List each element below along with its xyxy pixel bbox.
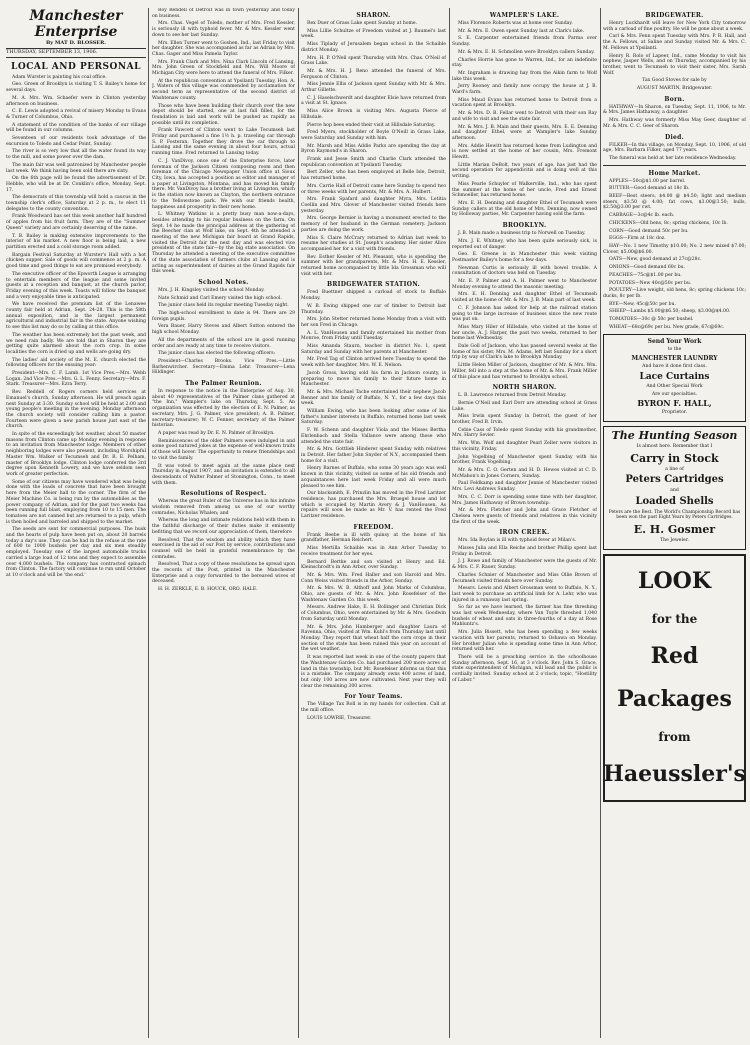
news-item: Miss Jennie Ellis of Jackson spent Sunday with Mr. & Mrs. Arthur Gillette. <box>301 82 446 94</box>
news-item: The river is so very low that all the water found its way to the mill, and some power over the dam. <box>6 149 146 161</box>
market-price: POTATOES—New 40c@50c per bu. <box>609 280 692 286</box>
market-price: ONIONS—Good demand 60c bu. <box>609 265 686 271</box>
news-item: Mrs. Frank Spafard and daughter Myra, Mrs. Letitia Coellin and Mrs. Glover of Manchester visited friends here yesterday. <box>301 197 446 214</box>
news-item: Fred Myers, stockholder of Boyle O'Neill in Grass Lake, were Saturday and Sunday with him. <box>301 130 446 141</box>
news-item: Little Helen Miller of Jackson, daughter of Mr. & Mrs. Wm. Miller, fell into a step at the home of Mr. & Mrs. Frank Miller of this place and has returned to Brooklyn school. <box>452 363 597 380</box>
column-rule <box>148 8 149 1038</box>
news-item: W. B. Ewing shipped one car of timber to Detroit last Thursday. <box>301 303 446 315</box>
look-w3: Red <box>650 643 699 670</box>
market-price: BUTTER—Good demand at 18c lb. <box>609 186 690 192</box>
school-notes-heading: School Notes. <box>198 278 249 286</box>
news-item: Some of our citizens may have wondered what was being done with the loads of concrete that have been brought here from the Meier hall to the corner. The firm of the Meier Machine Co. is being run by the automobiles as the power company of Adrian, and for the past two weeks has been running full blast, employing from 10 to 15 men. The tomatoes are not canned but are returned to a pulp, which is then boiled and barreled and shipped to the market. <box>6 479 146 525</box>
news-item: Miss Amanda Staurn, teacher in district No. 1, spent Saturday and Sunday with her parents at Manchester. <box>301 344 446 355</box>
news-item: Mr. & Mrs. C. O. Gerten and H. D. Hewes visited at C. D. McMahon's in Jones Corners, Sunday. <box>452 468 597 479</box>
north-sharon-news <box>452 393 597 525</box>
news-item: M. A. Mrs. Wm. Schaefer were in Clinton yesterday afternoon on business. <box>6 95 146 107</box>
wamplers-lake-news <box>452 21 597 218</box>
laundry-line5: Lace Curtains <box>639 371 710 382</box>
news-item: Mr. & Mrs. J. B. Main and their guests, Mrs. E. E. Denning and daughter Ethel, were at Wampler's lake Sunday afternoon. <box>452 124 597 141</box>
news-item: Mr. & Mrs. Fletcher and John and Grace Fletcher of Chelsea were guests of friends and relatives in this vicinity the first of the week. <box>452 508 597 525</box>
resolutions <box>152 499 295 593</box>
news-item: Bargain Festival Saturday at Wurster's Hall with a hot chicken supper. Sale of goods will commence at 2 p. m. A good time and good things to eat are promised everybody. <box>6 252 146 270</box>
look-w2: for the <box>651 611 698 626</box>
birth-notice: Mrs. Hathway was formerly Miss May Geer, daughter of Mr. & Mrs. C. C. Geer of Sharon. <box>603 118 746 129</box>
news-item: Mrs. Wm. Wolf and daughter Pearl Zeller were visitors in this vicinity, Friday. <box>452 441 597 452</box>
resolution-paragraph: Resolved, That a copy of these resolutions be spread upon the records of the Post, printed in the Manchester Enterprise and a copy forwarded to the bereaved wives of deceased. <box>152 562 295 585</box>
news-item: William Ewing, who has been looking after some of his father's lumber interests in Buffalo, returned home last week Saturday. <box>301 409 446 426</box>
news-item: Mr. & Mrs. W. B. Althoff and John Marks of Columbus, Ohio, are guests of Mr. & Mrs. John Rosefelser of the Washtenaw Garden Co. this week. <box>301 586 446 603</box>
news-item: F. W. Schenn and daughter Viola and the Misses Bertha Ehrlenbach and Stella Vallance were among those who attended the state fair. <box>301 428 446 445</box>
home-market <box>603 179 746 331</box>
school-note: Mrs. J. H. Kingsley visited the school Monday. <box>158 287 265 293</box>
look-w6: Haeussler's <box>603 761 746 788</box>
market-price: HAY—No. 1 new Timothy $10.00; No. 2 new mixed $7.00; Clover, $5.00@$6.00. <box>603 243 746 255</box>
palmer-heading: The Palmer Reunion. <box>185 380 262 388</box>
news-item: Miss Florence Roberts was at home over Sunday. <box>458 21 573 26</box>
news-item: Miss Lillie Schultze of Freedom visited at J. Baumel's last week. <box>301 28 446 40</box>
news-item: J. B. Main made a business trip to Norwell on Tuesday. <box>458 231 586 237</box>
news-item: Charles Horrie has gone to Warren, Ind., for an indefinite stay. <box>452 57 597 69</box>
notice-line: The Village Tax Roll is in my hands for collection. Call at the mill office. <box>301 702 446 714</box>
hunting-l1: Is almost here. Remember that I <box>636 443 713 449</box>
look-w4: Packages <box>617 685 732 712</box>
news-item: Mr. & Mrs. Wm. Fred Haller and son Harold and Mrs. Conn Weiss visited friends in the Arbor, Sunday. <box>301 572 446 584</box>
stoves-note: Tax Good Stoves for sale by <box>642 78 707 84</box>
hunting-ad <box>603 426 746 550</box>
laundry-line7: Are our specialties. <box>651 391 698 397</box>
news-item: Miss Irwin spent Sunday in Detroit, the guest of her brother, Fred B. Irvin. <box>452 414 597 426</box>
news-item: Miss Mertilla Schaible was in Ann Arbor Tuesday to receive treatment for her eyes. <box>301 546 446 557</box>
news-item: In spite of the exceedingly hot weather, about 50 master masons from Clinton came up Monday evening in response to an invitation from Manchester lodge. Members of other neighboring lodges were also present, including Worshipful Master Wm. Walker of Tecumseh and Dr. R. E. Pelham, master of Brooklyn lodge. Clinton lodge conferred the 3rd degree upon Kenneth Lowery, and we have seldom seen work of greater perfection. <box>6 432 146 477</box>
news-item: The seeds are sent for commercial purposes. The husk and the hearts of pulp have been put on, about 20 barrels today a day's use. They can be had in the refuse at the rate of 600 to 1000 bushels per day and six men steadily employed. Tuesday one of the largest automobile trucks carried a large load of 12 tons and they expect to assemble over 4,000 bushels. The company has contracted spinach from Clinton. The factory will continue to run until October at 10 o'clock and will be 'the end.' <box>6 527 146 578</box>
market-price: POULTRY—Live weight, old hens, 8c; spring chickens 10c; ducks, 8c per lb. <box>603 288 746 299</box>
news-item: Rev. Reddell of Rogers corners held services at Emanuel's church, Sunday afternoon. He will preach again next Sunday at 3:30. Sunday school will be held at 2:00 and young people's meeting in the evening. Monday afternoon the church society will consider calling him a pastor. Fourteen were given a new parish house just east of the church. <box>6 390 146 430</box>
news-item: L. B. Lawrence returned from Detroit Monday. <box>458 393 567 399</box>
news-item: Mrs. J. E. Whitney, who has been quite seriously sick, is reported out of danger. <box>452 238 597 250</box>
bridgewater-news <box>603 21 746 76</box>
masthead-title: Manchester Enterprise <box>29 8 123 40</box>
news-item: Mr. & Mrs. John Hamberger and daughter Laura of Ravenna, Ohio, visited at Wm. Kuhl's from Thursday last until Monday. They report that wheat half the corn crops in their section of the state has been ruined this year on account of the wet weather. <box>301 624 446 653</box>
brooklyn-news <box>452 231 597 380</box>
market-price: OATS—New, good demand at 27c@28c. <box>609 257 702 263</box>
news-item: C. J. Haselschwerdt and daughter Elsie have returned from a visit at St. Ignace. <box>301 95 446 107</box>
news-item: John Vogelbing of Manchester spent Sunday with his brother, Frank Vogelbing. <box>452 454 597 466</box>
market-price: SHEEP—Lambs $5.00@$6.50; sheep, $3.00@$4.00. <box>609 309 731 315</box>
news-item: Mrs. John Stetter returned home Monday from a visit with her son Fred in Chicago. <box>301 317 446 328</box>
news-item: Our blacksmith, E. Prinzlin has moved in the Fred Laritzer residence, has purchased the Mrs. Bruegel house and lot which is occupied by Martin Avery & J. VanHousen. As repairs will soon be made as Mr. V. has rented the Fred Laritzer residence. <box>301 491 446 520</box>
news-item: Henry Luckhardt will leave for New York City tomorrow with a carload of fine poultry. He will be gone about a week. <box>603 21 746 32</box>
school-notes <box>152 288 295 376</box>
masthead-date: THURSDAY, SEPTEMBER 13, 1906. <box>6 49 98 55</box>
school-note: President—Charles Brooks. Vice Pres.—Little Barhenwircher. Secretary—Emma Lehr. Treasurer—Lena Hildinger. <box>152 358 295 376</box>
hunting-l9: The Jeweler. <box>660 537 689 543</box>
laundry-line2: to the <box>667 347 682 353</box>
market-price: EGGS—Firm at 18c doz. <box>609 236 666 242</box>
laundry-line9: Proprietor. <box>661 410 688 416</box>
laundry-line1: Send Your Work <box>647 338 702 346</box>
personal-items <box>152 8 295 275</box>
market-price: PEACHES—75c@$1.00 per bu. <box>609 272 682 278</box>
news-item: Mr. E. P. Palmer and A. H. Palmer went to Manchester Monday evening to attend the masonic meeting. <box>452 279 597 290</box>
news-item: Newman Curtis is seriously ill with bowel trouble. A consultation of doctors was held on Tuesday. <box>452 265 597 277</box>
market-price: CHICKENS—Old hens, 8c; spring chickens, 10c lb. <box>609 220 728 226</box>
news-item: The democrats of this township will hold a caucus in the township clerk's office, Saturday at 2 p. m., to elect 11 delegates to the county convention. <box>6 195 146 212</box>
news-item: At the republican convention at Ypsilanti Tuesday, Hon. A. J. Waters of this village was commended by acclamation for second term as representative of the second district of Washtenaw county. <box>152 78 295 101</box>
died-notices <box>603 143 746 162</box>
column-rule <box>600 8 601 1038</box>
market-price: BEEF—Best steers, $4.00 @ $4.50; light and medium steers, $3.50 @ 4.00; fat cows, $3.00@3.50; bulls, $2.50@3.00 per cwt. <box>603 194 746 211</box>
news-item: Bert Zeller, who has been employed at Belle Isle, Detroit, has returned home. <box>301 170 446 182</box>
look-w5: from <box>658 729 691 744</box>
news-item: It was reported last week in one of the county papers that the Washtenaw Garden Co. had purchased 200 more acres of land in this township, but Mr. Rosefelser informs us that this is a mistake. The company already owns 400 acres of land, but only 100 acres are now cultivated. Next year they will clear the remaining 300 acres. <box>301 655 446 689</box>
school-note: The high-school enrollment to date is 94. There are 29 foreign pupils. <box>152 311 295 322</box>
news-item: Mrs. Carrie Hall of Detroit came here Sunday to spend two or three weeks with her parents, Mr. & Mrs. A. Hulbert. <box>301 183 446 195</box>
sharon-news <box>301 21 446 277</box>
news-item: Henry R. Rolo of Lapeer, Ind., came Monday to visit his nephew, Jasper Wells, and on Thursday, accompanied by his brother, went to Tecumseh to visit their sister, Mrs. Sarah Wolf. <box>603 53 746 76</box>
news-item: Pierce hop bees ended their visit at Hillsdale Saturday. <box>307 122 436 128</box>
news-item: There will be a preaching service in the schoolhouse Sunday afternoon, Sept. 16, at 3 o'clock. Rev. John S. Grace, state superintendent of Michigan, will lead and the public is cordially invited. Sunday school at 2 o'clock; topic, "Hostility of Labor." <box>452 654 597 683</box>
news-item: Mr. Ingraham is drawing hay from the Aikin farm to Wolf lake this week. <box>452 70 597 82</box>
palmer-reunion <box>152 389 295 486</box>
market-price: RYE—New, 45c@50c per bu. <box>609 301 676 307</box>
market-price: CABBAGE—3c@4c lb. each. <box>609 213 675 219</box>
news-item: Mr. & Mrs. Gottlieb Hinderer spent Sunday with relatives in Detroit. Her father John Snyder of N.Y., accompanied them home for a visit. <box>301 447 446 464</box>
resolution-paragraph: Whereas the long and intimate relations held with them in the faithful discharge of their duties make it eminently befitting that we record our appreciation of them, therefore <box>152 518 295 535</box>
school-note: All the departments of the school are in good running order and are ready at any time to receive visitors. <box>152 337 295 349</box>
iron-creek-heading: IRON CREEK. <box>499 529 550 537</box>
news-item: Miss Maud Evans has returned home to Detroit from a vacation spent at Brooklyn. <box>452 97 597 109</box>
news-item: Frank and Jesse Smith and Charlie Clark attended the republican convention at Ypsilanti Tuesday. <box>301 157 446 168</box>
news-item: Miss Mary Hiler of Hillsdale, who visited at the home of her uncle, A. J. Harper, the past two weeks, returned to her home last Wednesday. <box>452 324 597 342</box>
masthead-publisher: By MAT D. BLOSSER. <box>45 40 107 46</box>
tax-notice <box>301 702 446 721</box>
news-item: A statement of the condition of the banks of our village will be found in our columns. <box>6 122 146 134</box>
news-item: Frank Fawcett of Clinton went to Lake Tecumseh last Friday and purchased a fine 1½ h. p. traveling car through S. P. Fosteran. Together they drove the car through to Lansing and the same evening in about four hours, actual running time. Fred returned to Lansing today. <box>152 128 295 157</box>
news-item: Messrs. Andrew Hake, E. H. Bollinger and Christian Dick of Columbus, Ohio, were entertained by Mr. & Mrs. Goodwin from Saturday until Monday. <box>301 605 446 622</box>
look-w1: LOOK <box>638 567 711 594</box>
birth-notice: HATHWAY—In Sharon, on Tuesday, Sept. 11, 1906, to Mr. & Mrs. James Hathaway, a daughter. <box>603 104 746 116</box>
hunting-l2: Carry in Stock <box>630 451 719 465</box>
born-heading: Born. <box>664 95 685 103</box>
look-ad <box>603 554 746 802</box>
market-heading: Home Market. <box>648 169 701 177</box>
hunting-l3: a line of <box>665 466 684 472</box>
news-item: Mr. & Mrs. H. J. Reno attended the funeral of Mrs. Ferguson of Clinton. <box>301 68 446 80</box>
market-price: TOMATOES—30c @ 50c per bushel. <box>609 317 694 323</box>
teams-heading: For Your Teams. <box>344 693 403 701</box>
news-item: Mr. Marsh and Miss Addie Parks are spending the day at Byron Raymond's in Sharon. <box>301 143 446 155</box>
news-item: Mr. & Mrs. D. B. Fellar went to Detroit with their son Ray and wife to visit and see the state fair. <box>452 111 597 122</box>
news-item: Fred Buettner shipped a carload of stock to Buffalo Monday. <box>301 290 446 302</box>
news-item: Miss Pearle Schuyler of Walkerville, Ind., who has spent the summer at the home of her uncle, Fred and Ernest Schmoeller, has returned home. <box>452 181 597 199</box>
freedom-heading: FREEDOM. <box>353 523 394 531</box>
column-2 <box>152 8 295 1038</box>
news-item: Mr. & Mrs. E. Owen spent Sunday last at Clark's lake. <box>458 28 585 34</box>
resolution-paragraph: Resolved, That the wisdom and ability which they have exercised in the aid of our Post by service, contributions and counsel will be held in grateful remembrance by the comrades. <box>152 537 295 560</box>
news-item: J. J. Rowe and family of Manchester were the guests of Mr. & Mrs. C. F. Rauer, Sunday. <box>452 559 597 571</box>
masthead-date-bar <box>6 48 146 58</box>
news-item: Frank Woodward has set this week another half hundred of apples from his fruit farm. They are of the "Summer Queen" variety and are certainly deserving of the name. <box>6 214 146 231</box>
news-item: Miss Tiplady of Jerusalem began school in the Schaible district Monday. <box>301 42 446 53</box>
news-item: Dale Goll of Jackson, who has passed several weeks at the home of his sister, Mrs. M. Adams, left last Sunday for a short trip by way of Clark's lake to Brooklyn Monday. <box>452 344 597 361</box>
column-1 <box>6 8 146 1038</box>
notice-line: LOUIS LOWRIE, Treasurer. <box>307 715 372 721</box>
news-item: Mrs. E. H. Denning and daughter Ethel of Tecumseh visited at the home of Mr. & Mrs. J. B. Main part of last week. <box>452 292 597 304</box>
news-item: Jacob Gross, having sold his farm in Jackson county, is preparing to move his family to their future home in Manchester. <box>301 370 446 388</box>
news-item: Seventeen of our residents took advantage of the excursion to Toledo and Cedar Point, Sunday. <box>6 136 146 147</box>
market-price: CORN—Good demand 50c per bu. <box>609 228 689 234</box>
news-item: Mrs. Chas. Vogel of Toledo, mother of Mrs. Fred Kessler, is seriously ill with typhoid fever. Mr. & Mrs. Kessler went down to see her last Sunday. <box>152 21 295 38</box>
news-item: Messrs. Lewis and Albert Grossman went to Buffalo, N. Y., last week to purchase an artificial limb for A. Lehr, who was injured in a runaway last spring. <box>452 586 597 603</box>
column-rule <box>298 8 299 1038</box>
resolution-paragraph: H. H. ZERKLE, E. B. HOUCK, ORO. HALE. <box>158 587 258 593</box>
column-rule <box>449 8 450 1038</box>
school-note: The junior class held its regular meeting Tuesday night. <box>158 303 289 309</box>
resolutions-heading: Resolutions of Respect. <box>180 490 267 498</box>
news-item: Misses Julia and Ella Reiche and brother Phillip spent last Friday in Detroit. <box>452 546 597 557</box>
news-item: Miss Alice Brown is visiting Mrs. Augusta Pierce of Hillsdale. <box>301 109 446 120</box>
news-item: Mrs. George Bernier is having a monument erected to the memory of her husband in the German cemetery. Jackson parties are doing the work. <box>301 216 446 233</box>
iron-creek-news <box>452 538 597 683</box>
wamplers-heading: WAMPLER'S LAKE. <box>489 12 560 19</box>
news-item: The weather has been extremely hot the past week, and we need rain badly. We are told that in Sharon they are getting quite alarmed about the corn crop. In some localities the corn is dried up and wells are going dry. <box>6 332 146 355</box>
laundry-line3: MANCHESTER LAUNDRY <box>631 355 718 363</box>
news-item: Those who have been building their church over the new depot should be started, one at last fall filled, for the foundation is laid and work will be pushed as rapidly as possible until its completion. <box>152 103 295 126</box>
local-items <box>6 75 146 579</box>
school-note: Vera Bauer, Harry Steves and Albert Sutton entered the high school Monday. <box>152 324 295 336</box>
market-price: WHEAT—68c@69c per bu. New grade, 67c@69c. <box>609 324 725 330</box>
born-notices <box>603 105 746 130</box>
hunting-l4: Peters Cartridges <box>625 474 724 486</box>
hunting-l6: Loaded Shells <box>635 496 714 508</box>
news-item: Mr. & Mrs. E. H. Schmollen were Brooklyn callers Sunday. <box>458 49 595 55</box>
news-item: Paul Feldkamp and daughter Jennie of Manchester visited Mrs. Levi Andrews Sunday. <box>452 481 597 493</box>
news-item: So far as we have learned, the farmer has fine threshing was last week Wednesday, where Van Tuyle threshed 1,040 bushels of wheat and oats in three-fourths of a day at Rose Mahluntz's. <box>452 605 597 628</box>
resolution-paragraph: Whereas the great Ruler of the Universe has in his infinite wisdom removed from among us one of our worthy comrades, Nicholas Whalen; and <box>152 499 295 516</box>
laundry-ad <box>603 334 746 422</box>
school-note: Nate Schmid and Carl Emery visited the high school. <box>158 295 282 301</box>
column-3 <box>301 8 446 1038</box>
reunion-paragraph: Reminiscences of the older Palmers were indulged in and some good natured jokes at the expense of well-known traits of those will hover. The opportunity to renew friendships and to visit the family. <box>152 438 295 461</box>
news-item: Mrs. Ellen Turner went to Goshen, Ind., last Friday to visit her daughter. She was accompanied as far as Adrian by Mrs. Chas. Gager and Miss Pamela Taylor. <box>152 40 295 57</box>
news-item: Cebie Cass of Toledo spent Sunday with his grandmother, Mrs. Harry Sevier. <box>452 427 597 439</box>
news-item: Rev. Esther Kessler of Mt. Pleasant, who is spending the summer with her grandparents, Mr. & Mrs. H. E. Kessler, returned home accompanied by little Ida Grossman who will visit with her. <box>301 254 446 277</box>
market-price: APPLES—50c@$1.00 per barrel. <box>609 178 686 184</box>
news-item: C. J. VanDivoy, once one of the Enterprise force, later foreman of the Jackson Citizen composing room and then foreman of the Chicago Newspaper Union office at Sioux City, Iowa, has accepted a position as editor and manager of a paper at Livingston, Montana, and has moved his family there. Mr. VanDivoy has a brother living at Livingston, which is the station now known as Clayton, the northern entrance to the Yellowstone park. We wish our friends health, happiness and prosperity in their new home. <box>152 158 295 210</box>
news-item: Mrs. Addie Hewitt has returned home from Ludington and is now settled at the home of her cousin, Mrs. Fremont Hewitt. <box>452 143 597 161</box>
news-item: Charles Schnier of Manchester and Miss Ollie Brown of Tecumseh visited friends here over Sunday. <box>452 572 597 584</box>
hunting-l7: Peters are the Best. The World's Championship Record has been won the past Eight Years by Peters Cartridges. <box>608 510 741 521</box>
news-item: Mr. & Mrs. Michael Tache entertained their nephew Jacob Renner and his family of Buffalo, N. Y., for a few days this week. <box>301 389 446 407</box>
laundry-line8: BYRON F. HALL, <box>637 398 712 409</box>
death-notice: FILKER—In this village, on Monday, Sept. 10, 1906, of old age, Mrs. Barbara Filker, aged 77 years. <box>603 142 746 154</box>
laundry-line4: And have it done first class. <box>642 364 707 370</box>
news-item: Mrs. Ida Boylan is ill with typhoid fever at Milan's. <box>458 538 577 544</box>
died-heading: Died. <box>664 133 685 141</box>
news-item: Rex Duer of Grass Lake spent Sunday at home. <box>307 21 418 26</box>
hunting-l5: and <box>670 488 679 494</box>
news-item: Mr. Fred Tag of Clinton arrived here Tuesday to spend the week with her daughter, Mrs. W. E. Nelson. <box>301 357 446 369</box>
news-item: T. B. Bailey is making extensive improvements to the interior of his market. A new floor is being laid, a new partition erected and a cold storage room added. <box>6 233 146 250</box>
freedom-news <box>301 533 446 690</box>
bridgewater-station-news <box>301 290 446 519</box>
column-5 <box>603 8 746 1038</box>
news-item: Jerry Rooney and family now occupy the house at J. B. Ward's farm. <box>452 84 597 96</box>
news-item: The main fair was well patronized by Manchester people last week. We think having been sold there are sixty. <box>6 162 146 174</box>
news-item: Bernard Bertke and son visited at Henry and Ed. Kleinschrodt's in Ann Arbor, over Sunday. <box>301 559 446 571</box>
north-sharon-heading: NORTH SHARON. <box>492 384 557 392</box>
news-item: Bernie O'Neil and Earl Dorr are attending school at Grass Lake. <box>452 400 597 412</box>
news-item: We have received the premium list of the Lenawee county fair held at Adrian, Sept. 24-28. This is the 58th annual exposition, and is the largest permanent agricultural and industrial fair in the state. Anyone wishing to see this list may do so by calling at this office. <box>6 302 146 331</box>
sharon-heading: SHARON. <box>356 12 391 19</box>
hunting-title: The Hunting Season <box>611 428 738 442</box>
news-item: Little Marian DeBolt, two years of age, has just had the second operation for appendicitis and is doing well at this writing. <box>452 162 597 180</box>
news-item: President—Mrs. C. F. Lamb. 1st Vice Pres.—Mrs. Webb Logan. 2nd Vice Pres.—Mrs. G. L. Fenny. Secretary—Mrs. F. Stark. Treasurer—Mrs. Ezra Terry. <box>6 371 146 388</box>
reunion-paragraph: A paper was read by Dr. E. N. Palmer of Brooklyn. <box>158 431 275 436</box>
news-item: Adam Wurster is painting his coal office. <box>12 74 107 80</box>
news-item: The ladies' aid society of the M. E. church elected the following officers for the ensuing year: <box>6 357 146 369</box>
news-item: L. Whitney Watkins is a pretty busy man now-a-days, besides attending to his regular business on the farm. On Sept. 14 he made the principal address at the gathering of the Beecher clan at Wolf lake, on Sept. 4th he attended a meeting of the new Michigan fair board at Grand Rapids, visited the Detroit fair the next day and was elected vice president of the state fair—by the big state association. On Thursday he attended a meeting of the executive committee of the state association of farmers clubs at Lansing and is acting as superintendent of dairies at the Grand Rapids fair this week. <box>152 212 295 275</box>
news-item: Miss S. Claire McCrary returned to Adrian last week to resume her studies at St. Joseph's academy. Her sister Alice accompanied her for a visit with friends. <box>301 235 446 252</box>
news-item: Mrs. Julia Bissett, who has been spending a few weeks vacation with her parents, returned to Oshawa on Monday. Her brother Julian who is spending some time in Ann Arbor, returned with her. <box>452 630 597 653</box>
news-item: Mrs. E. H. Denning and daughter Ethel of Tecumseh were Sunday callers at the old home of Mrs. Denning, now owned by Holloway parties, Mr. Carpenter having sold the farm. <box>452 200 597 218</box>
news-item: Frank Beebe is ill with quinsy at the home of his grandfather, Herman Reichert. <box>301 532 446 544</box>
news-item: Mrs. H. P. O'Neil spent Thursday with Mrs. Chas. O'Neil of Grass Lake. <box>301 55 446 67</box>
news-item: Mrs. Frank Clark and Mrs. Nina Clark Lincoln of Lansing, Mrs. John Green of Stockfield and Mrs. Will Moore of Michigan City were here to attend the funeral of Mrs. Filker. <box>152 59 295 77</box>
reunion-paragraph: In response to the notice in the Enterprise of Aug. 30, about 40 representatives of the Palmer clans gathered at "the Inn," Wampler's lake on Thursday, Sept. 5. An organization was effected by the election of E. N. Palmer, as secretary, Mrs. J. G. Palmer, vice president; A. B. Palmer, secretary-treasurer; W. C. Fenner, secretary of the Palmer historian. <box>152 389 295 429</box>
brooklyn-heading: BROOKLYN. <box>502 222 547 230</box>
news-item: Carl & Mrs. Fenn spent Tuesday with Mrs. P. R. Hall, and the A. Fellows, at Saline and Sunday visited Mr. & Mrs. C. M. Fellows at Ypsilanti. <box>603 34 746 51</box>
news-item: Geo. E. Greene is in Manchester this week visiting Postmaster Bailey's home for a few days. <box>452 252 597 263</box>
news-item: A. L. VanHousen and family entertained his mother from Monroe, from Friday until Tuesday. <box>301 330 446 342</box>
column-4 <box>452 8 597 1038</box>
stoves-sig: AUGUST MARTIN, Bridgewater. <box>636 86 713 92</box>
news-item: C. F. Johnson has asked for help at the railroad station going to the large increase of business since the new route was put on. <box>452 305 597 323</box>
news-item: S. E. Carpenter entertained friends from Parma over Sunday. <box>452 36 597 48</box>
bridgewater-heading: BRIDGEWATER. <box>645 12 704 19</box>
news-item: On the 6th page will be found the advertisement of Dr. Hebble, who will be at Dr. Conklin's office, Monday, Sept. 17. <box>6 176 146 193</box>
death-notice: The funeral was held at her late residence Wednesday. <box>609 155 737 161</box>
news-item: C. E. Lewis adopted a revival of misery Monday to Evans & Turner of Columbus, Ohio. <box>6 109 146 120</box>
news-item: The executive officer of the Epworth League is arranging to entertain members of the league and some invited guests at a reception and banquet, at the church parlor, Friday evening of this week. Toasts will follow the banquet and a very enjoyable time is anticipated. <box>6 271 146 300</box>
news-item: Henry Barnes of Buffalo, who some 30 years ago was well known in this vicinity, visited us some of his old friends and acquaintances here last week Friday and all were much pleased to see him. <box>301 466 446 489</box>
hunting-l8: E. H. Gosmer <box>633 522 716 536</box>
laundry-line6: And Other Special Work <box>646 383 703 389</box>
news-item: Roy Rendell of Detroit was in town yesterday and today on business. <box>152 8 295 19</box>
reunion-paragraph: It was voted to meet again at the same place next Thursday in August 1907, and an invitation is extended to all descendants of Walter Palmer of Stonington, Conn., to meet with them. <box>152 463 295 486</box>
bridgewater-station-heading: BRIDGEWATER STATION. <box>326 281 421 289</box>
news-item: Mrs. C. C. Dorr is spending some time with her daughter, Mrs. James Hathaway of Brown township. <box>452 494 597 506</box>
section-heading: LOCAL AND PERSONAL <box>11 61 141 72</box>
news-item: Geo. Green of Brooklyn is visiting T. S. Bailey's home for several days. <box>6 82 146 94</box>
school-note: The junior class has elected the following officers: <box>158 351 276 357</box>
